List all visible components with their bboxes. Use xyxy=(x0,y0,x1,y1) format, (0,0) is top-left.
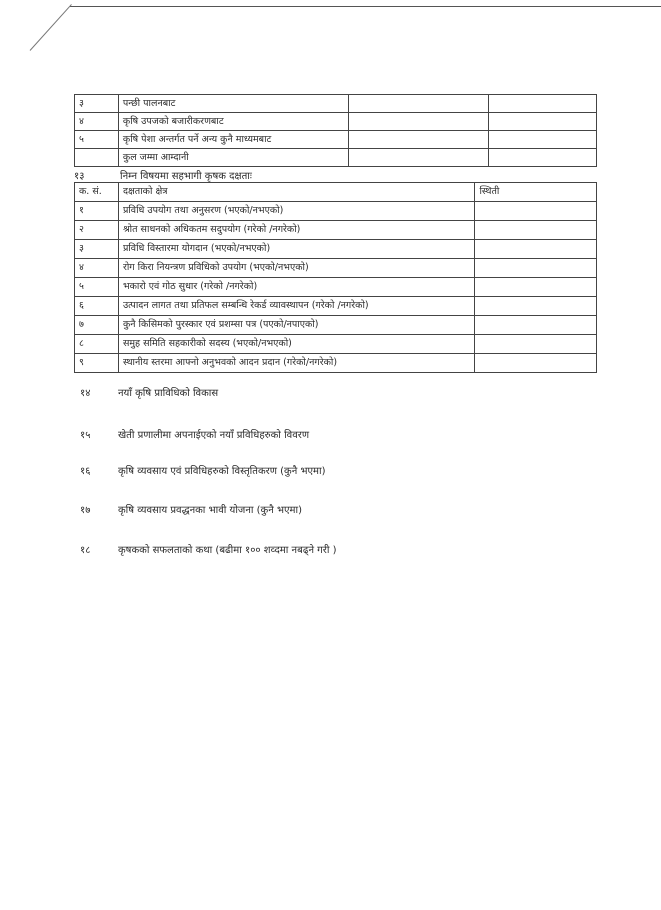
table-header-row xyxy=(75,183,597,202)
question-item xyxy=(80,542,337,556)
income-value-cell[interactable] xyxy=(348,149,489,167)
skill-area: समुह समिति सहकारीको सदस्य (भएको/नभएको) xyxy=(118,335,475,354)
skill-status-cell[interactable] xyxy=(475,335,597,354)
income-sn xyxy=(75,149,119,167)
income-label: पन्छी पालनबाट xyxy=(118,95,348,113)
income-table xyxy=(74,94,597,167)
skill-status-cell[interactable] xyxy=(475,297,597,316)
question-item xyxy=(80,502,302,516)
skill-status-cell[interactable] xyxy=(475,202,597,221)
income-label: कुल जम्मा आम्दानी xyxy=(118,149,348,167)
table-row xyxy=(75,278,597,297)
header-sn: क. सं. xyxy=(75,183,119,202)
question-number: १६ xyxy=(80,466,91,477)
question-text: कृषकको सफलताको कथा (बढीमा १०० शव्दमा नबढ्ने गरी ) xyxy=(118,545,337,556)
income-remark-cell[interactable] xyxy=(489,113,597,131)
skill-sn: ७ xyxy=(75,316,119,335)
income-sn: ५ xyxy=(75,131,119,149)
skill-status-cell[interactable] xyxy=(475,221,597,240)
income-remark-cell[interactable] xyxy=(489,149,597,167)
table-row xyxy=(75,335,597,354)
section-13-heading xyxy=(74,168,252,182)
income-value-cell[interactable] xyxy=(348,113,489,131)
skill-status-cell[interactable] xyxy=(475,259,597,278)
skill-status-cell[interactable] xyxy=(475,316,597,335)
skill-status-cell[interactable] xyxy=(475,354,597,373)
skill-area: उत्पादन लागत तथा प्रतिफल सम्बन्धि रेकर्ड व्यावस्थापन (गरेको /नगरेको) xyxy=(118,297,475,316)
scan-edge-top xyxy=(70,6,661,7)
question-text: कृषि व्यवसाय एवं प्रविधिहरुको विस्तृतिकरण (कुनै भएमा) xyxy=(118,466,326,477)
income-remark-cell[interactable] xyxy=(489,95,597,113)
skill-area: रोग किरा नियन्त्रण प्रविधिको उपयोग (भएको/नभएको) xyxy=(118,259,475,278)
scan-edge-diagonal xyxy=(30,4,72,51)
table-row xyxy=(75,149,597,167)
table-row xyxy=(75,131,597,149)
question-number: १७ xyxy=(80,505,91,516)
income-sn: ३ xyxy=(75,95,119,113)
table-row xyxy=(75,297,597,316)
skill-sn: ८ xyxy=(75,335,119,354)
skills-table xyxy=(74,182,597,373)
question-item xyxy=(80,385,218,399)
question-text: खेती प्रणालीमा अपनाईएको नयाँ प्रविधिहरुको विवरण xyxy=(118,430,310,441)
skill-status-cell[interactable] xyxy=(475,278,597,297)
skill-area: भकारो एवं गोठ सुधार (गरेको /नगरेको) xyxy=(118,278,475,297)
skill-area: कुनै किसिमको पुरस्कार एवं प्रशम्सा पत्र (पएको/नपाएको) xyxy=(118,316,475,335)
skill-sn: १ xyxy=(75,202,119,221)
table-row xyxy=(75,354,597,373)
header-status: स्थिती xyxy=(475,183,597,202)
table-row xyxy=(75,221,597,240)
skill-status-cell[interactable] xyxy=(475,240,597,259)
income-label: कृषि पेशा अन्तर्गत पर्ने अन्य कुनै माध्यमबाट xyxy=(118,131,348,149)
income-value-cell[interactable] xyxy=(348,131,489,149)
income-sn: ४ xyxy=(75,113,119,131)
question-item xyxy=(80,463,325,477)
skill-sn: ४ xyxy=(75,259,119,278)
table-row xyxy=(75,202,597,221)
income-value-cell[interactable] xyxy=(348,95,489,113)
skill-area: प्रविधि उपयोग तथा अनुसरण (भएको/नभएको) xyxy=(118,202,475,221)
table-row xyxy=(75,316,597,335)
income-remark-cell[interactable] xyxy=(489,131,597,149)
skill-sn: ९ xyxy=(75,354,119,373)
header-area: दक्षताको क्षेत्र xyxy=(118,183,475,202)
skill-sn: ६ xyxy=(75,297,119,316)
table-row xyxy=(75,95,597,113)
skill-sn: ३ xyxy=(75,240,119,259)
question-number: १५ xyxy=(80,430,91,441)
skill-area: प्रविधि विस्तारमा योगदान (भएको/नभएको) xyxy=(118,240,475,259)
question-text: नयाँ कृषि प्राविधिको विकास xyxy=(118,388,219,399)
table-row xyxy=(75,240,597,259)
income-label: कृषि उपजको बजारीकरणबाट xyxy=(118,113,348,131)
question-item xyxy=(80,427,309,441)
skill-sn: ५ xyxy=(75,278,119,297)
skill-sn: २ xyxy=(75,221,119,240)
section-title: निम्न विषयमा सहभागी कृषक दक्षताः xyxy=(120,171,252,182)
question-text: कृषि व्यवसाय प्रवद्धनका भावी योजना (कुनै भएमा) xyxy=(118,505,302,516)
question-number: १८ xyxy=(80,545,91,556)
table-row xyxy=(75,113,597,131)
skill-area: स्थानीय स्तरमा आफ्नो अनुभवको आदन प्रदान (गरेको/नगरेको) xyxy=(118,354,475,373)
table-row xyxy=(75,259,597,278)
section-number: १३ xyxy=(74,171,85,182)
skill-area: श्रोत साधनको अधिकतम सदुपयोग (गरेको /नगरेको) xyxy=(118,221,475,240)
question-number: १४ xyxy=(80,388,91,399)
